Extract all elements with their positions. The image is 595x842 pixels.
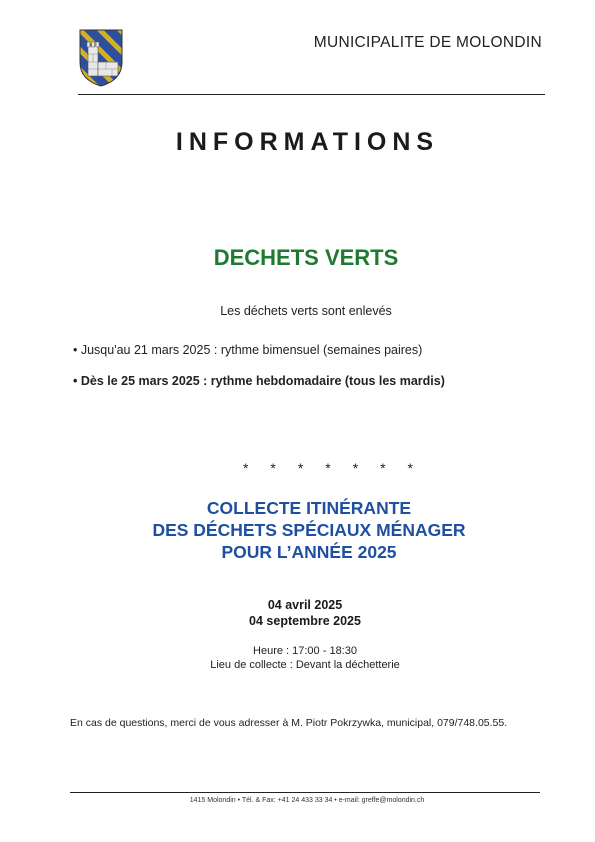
separator-star: * [352,460,359,476]
schedule-bullet-weekly: • Dès le 25 mars 2025 : rythme hebdomadaire (tous les mardis) [73,374,445,388]
collection-heading-line-1: COLLECTE ITINÉRANTE [206,498,412,518]
page-title: INFORMATIONS [175,128,440,156]
separator-star: * [380,460,386,476]
footer-divider [70,792,540,793]
separator-star: * [270,460,276,476]
collection-date-september: 04 septembre 2025 [249,614,361,628]
footer-address: 1415 Molondin • Tél. & Fax: +41 24 433 33 34 • e-mail: greffe@molondin.ch [189,797,425,804]
separator-star: * [407,460,413,476]
schedule-bullet-biweekly: • Jusqu'au 21 mars 2025 : rythme bimensuel (semaines paires) [73,343,423,357]
section-separator [243,460,413,476]
green-waste-intro: Les déchets verts sont enlevés [220,304,392,318]
municipality-crest-logo [78,28,124,88]
collection-date-april: 04 avril 2025 [267,598,343,612]
collection-heading-line-3: POUR L’ANNÉE 2025 [221,542,397,562]
separator-star: * [297,460,304,476]
collection-heading-line-2: DES DÉCHETS SPÉCIAUX MÉNAGER [152,520,466,540]
contact-info: En cas de questions, merci de vous adresser à M. Piotr Pokrzywka, municipal, 079/748.05.55. [70,717,508,729]
collection-location: Lieu de collecte : Devant la déchetterie [210,659,400,671]
separator-star: * [243,460,249,476]
green-waste-heading: DECHETS VERTS [213,245,399,270]
collection-time: Heure : 17:00 - 18:30 [253,645,357,657]
header-divider [78,94,545,95]
separator-star: * [325,460,331,476]
municipality-name: MUNICIPALITE DE MOLONDIN [313,34,542,51]
